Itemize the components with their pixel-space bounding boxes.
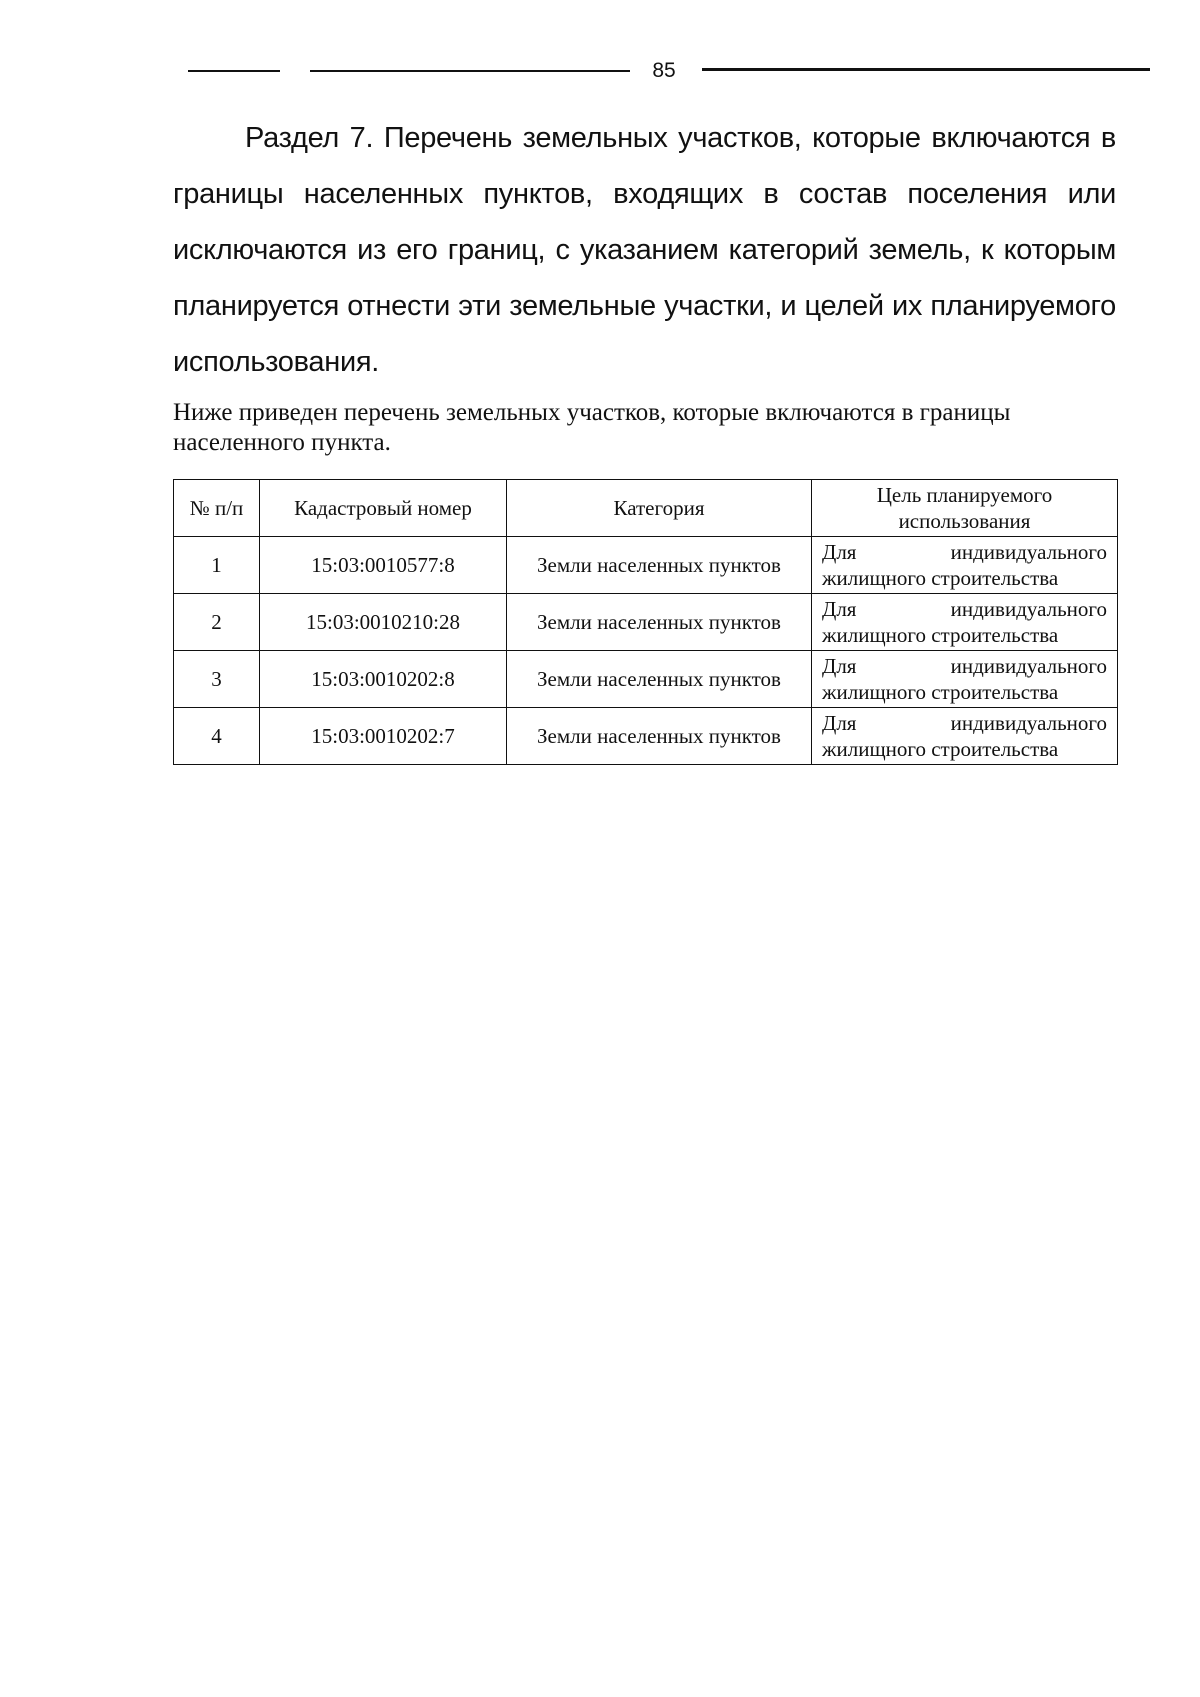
- row-num: 4: [174, 708, 260, 765]
- row-num: 2: [174, 594, 260, 651]
- table-header-row: [174, 480, 1118, 537]
- row-category: Земли населенных пунктов: [507, 651, 812, 708]
- header-purpose: Цель планируемого использования: [812, 480, 1118, 537]
- purpose-line-1: [822, 653, 1107, 679]
- purpose-line-1: [822, 539, 1107, 565]
- intro-paragraph: Ниже приведен перечень земельных участков, которые включаются в границы населенного пункта.: [173, 399, 1011, 456]
- purpose-line-2: жилищного строительства: [822, 623, 1059, 647]
- row-cadastral-number: 15:03:0010202:7: [260, 708, 507, 765]
- purpose-word-2: индивидуального: [950, 654, 1107, 678]
- purpose-word-1: Для: [822, 597, 857, 621]
- row-category: Земли населенных пунктов: [507, 537, 812, 594]
- purpose-line-1: [822, 596, 1107, 622]
- table-row: [174, 651, 1118, 708]
- row-cadastral-number: 15:03:0010577:8: [260, 537, 507, 594]
- purpose-word-1: Для: [822, 540, 857, 564]
- row-cadastral-number: 15:03:0010210:28: [260, 594, 507, 651]
- row-cadastral-number: 15:03:0010202:8: [260, 651, 507, 708]
- row-purpose: [812, 651, 1118, 708]
- purpose-line-2: жилищного строительства: [822, 566, 1059, 590]
- header-rule-left: [188, 70, 280, 72]
- table-row: [174, 708, 1118, 765]
- header-cadastral-number: Кадастровый номер: [260, 480, 507, 537]
- header-category: Категория: [507, 480, 812, 537]
- row-num: 1: [174, 537, 260, 594]
- header-rule-right: [702, 68, 1150, 71]
- section-heading: Раздел 7. Перечень земельных участков, которые включаются в границы населенных пунктов, входящих в состав поселения или исключаются из его границ, с указанием категорий земель, к которым планируется отнести эти земельные участки, и целей их планируемого использования.: [173, 122, 1116, 378]
- page-number: 85: [652, 59, 676, 82]
- row-purpose: [812, 708, 1118, 765]
- table-row: [174, 594, 1118, 651]
- page-header: [0, 56, 1200, 86]
- table-row: [174, 537, 1118, 594]
- purpose-word-2: индивидуального: [950, 540, 1107, 564]
- land-plots-table: [173, 479, 1118, 765]
- purpose-word-2: индивидуального: [950, 711, 1107, 735]
- row-num: 3: [174, 651, 260, 708]
- header-rule-middle: [310, 70, 630, 72]
- row-category: Земли населенных пунктов: [507, 594, 812, 651]
- row-purpose: [812, 537, 1118, 594]
- purpose-line-1: [822, 710, 1107, 736]
- purpose-line-2: жилищного строительства: [822, 737, 1059, 761]
- purpose-word-1: Для: [822, 711, 857, 735]
- purpose-word-1: Для: [822, 654, 857, 678]
- purpose-line-2: жилищного строительства: [822, 680, 1059, 704]
- purpose-word-2: индивидуального: [950, 597, 1107, 621]
- row-purpose: [812, 594, 1118, 651]
- header-num: № п/п: [174, 480, 260, 537]
- row-category: Земли населенных пунктов: [507, 708, 812, 765]
